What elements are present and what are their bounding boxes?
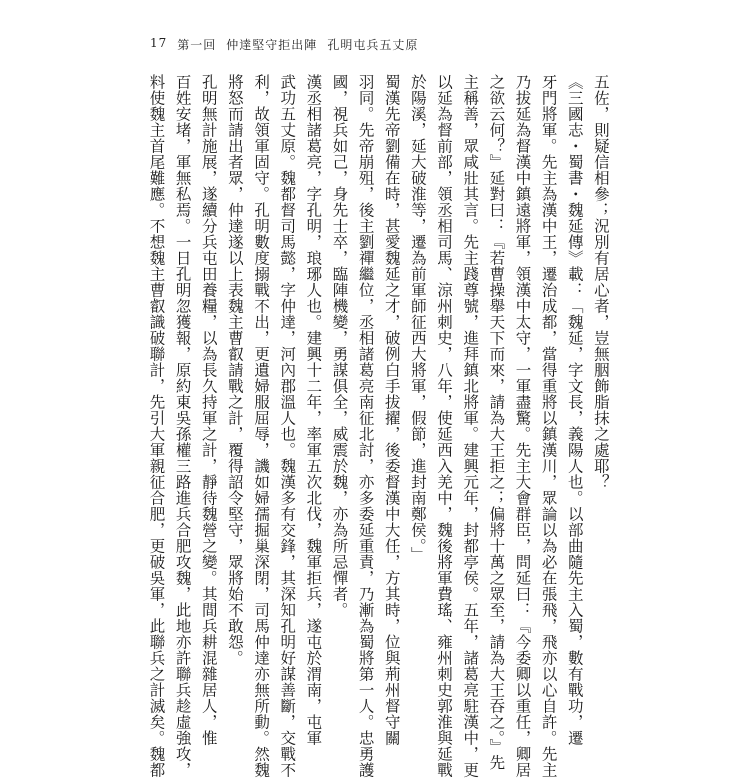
text-column: 牙門將軍。先主為漢中王，遷治成都，當得重將以鎮漢川，眾論以為必在張飛，飛亦以心自許。先主 bbox=[539, 74, 558, 778]
chapter-label: 第一回 bbox=[177, 38, 217, 52]
text-column: 將怒而請出者眾，仲達遂以上表魏主曹叡請戰之計，覆得詔令堅守，眾將始不敢怨。 bbox=[225, 74, 244, 666]
text-column: 國，視兵如己，身先士卒，臨陣機變，勇謀俱全，威震於魏，亦為所忌憚者。 bbox=[330, 74, 349, 618]
text-column: 以延為督前部，領丞相司馬、涼州刺史，八年，使延西入羌中，魏後將軍費瑤、雍州刺史郭淮與延戰 bbox=[435, 74, 454, 778]
page-number: 17 bbox=[150, 36, 168, 50]
text-column: 漢丞相諸葛亮，字孔明，琅琊人也。建興十二年，率軍五次北伐，魏軍拒兵，遂屯於渭南，屯軍 bbox=[304, 74, 323, 746]
text-column: 於陽溪，延大破淮等，遷為前軍師征西大將軍，假節，進封南鄭侯。」 bbox=[408, 74, 427, 563]
text-column: 五佐，則疑信相參；況別有居心者，豈無胭飾脂抹之處耶？ bbox=[591, 74, 610, 490]
text-column: 乃拔延為督漢中鎮遠將軍，領漢中太守，一軍盡驚。先主大會群臣，問延曰：『今委卿以重任，卿居 bbox=[513, 74, 532, 778]
running-head bbox=[150, 36, 418, 53]
text-column: 《三國志・蜀書・魏延傳》載：「魏延，字文長，義陽人也。以部曲隨先主入蜀，數有戰功，遷 bbox=[565, 74, 584, 746]
chapter-title-first: 仲達堅守拒出陣 bbox=[226, 38, 318, 52]
text-column: 羽同。先帝崩殂，後主劉禪繼位，丞相諸葛亮南征北討，亦多委延重責，乃漸為蜀將第一人。忠勇護 bbox=[356, 74, 375, 778]
chapter-title-second: 孔明屯兵五丈原 bbox=[327, 38, 419, 52]
text-column: 主稱善，眾咸壯其言。先主踐尊號，進拜鎮北將軍。建興元年，封都亭侯。五年，諸葛亮駐漢中，更 bbox=[461, 74, 480, 778]
text-column: 蜀漢先帝劉備在時，甚愛魏延之才，破例白手拔擢，後委督漢中大任，方其時，位與荊州督守關 bbox=[382, 74, 401, 746]
vertical-text-body bbox=[147, 74, 610, 778]
text-column: 孔明無計施展，遂續分兵屯田養糧，以為長久持軍之計，靜待魏營之變。其間兵耕混雜居人，惟 bbox=[199, 74, 218, 746]
text-column: 之欲云何？』延對曰：『若曹操舉天下而來，請為大王拒之；偏將十萬之眾至，請為大王吞之。』先 bbox=[487, 74, 506, 771]
text-column: 武功五丈原。魏都督司馬懿，字仲達，河內郡溫人也。魏漢多有交鋒，其深知孔明好謀善斷，交戰不 bbox=[278, 74, 297, 778]
text-column: 料使魏主首尾難應。不想魏主曹叡識破聯計，先引大軍親征合肥，更破吳軍，此聯兵之計滅矣。魏都 bbox=[147, 74, 166, 778]
text-column: 百姓安堵，軍無私焉。一日孔明忽獲報，原約東吳孫權三路進兵合肥攻魏，此地亦許聯兵趁虛強攻， bbox=[173, 74, 192, 778]
text-column: 利，故領軍固守。孔明數度搦戰不出，更遺婦服屈辱，譏如婦孺掘巢深閉，司馬仲達亦無所動。然魏 bbox=[252, 74, 271, 778]
